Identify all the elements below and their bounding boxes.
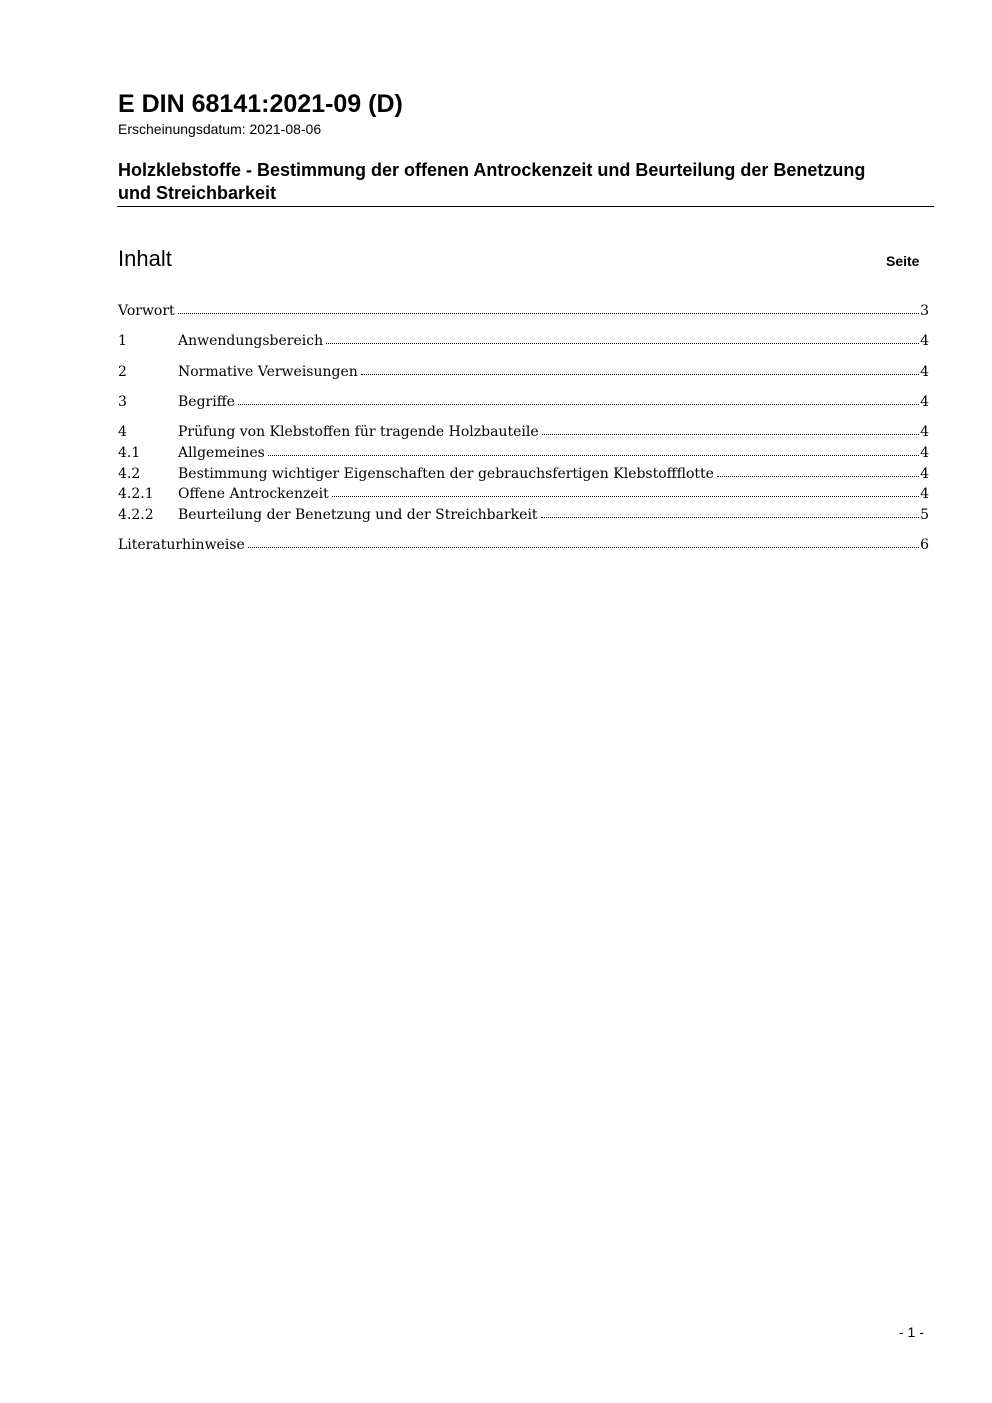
toc-entry-4-2-1[interactable] [118, 485, 929, 505]
toc-entry-page: 4 [920, 364, 929, 380]
toc-entry-page: 4 [920, 394, 929, 410]
toc-entry-page: 4 [920, 486, 929, 502]
publication-date: Erscheinungsdatum: 2021-08-06 [118, 121, 322, 137]
toc-entry-number: 1 [118, 333, 127, 349]
toc-entry-title: Literaturhinweise [118, 537, 245, 553]
toc-entry-page: 4 [920, 424, 929, 440]
toc-entry-number: 4.2.2 [118, 507, 154, 523]
toc-entry-title: Vorwort [118, 303, 175, 319]
toc-entry-page: 5 [920, 507, 929, 523]
toc-entry-page: 4 [920, 333, 929, 349]
document-id: E DIN 68141:2021-09 (D) [118, 90, 403, 118]
toc-entry-title: Prüfung von Klebstoffen für tragende Holzbauteile [178, 424, 539, 440]
toc-leader-dots [332, 484, 919, 497]
toc-entry-vorwort[interactable] [118, 302, 929, 322]
toc-entry-title: Anwendungsbereich [178, 333, 324, 349]
toc-leader-dots [268, 443, 919, 456]
toc-entry-title: Normative Verweisungen [178, 364, 358, 380]
toc-entry-number: 4.2 [118, 466, 141, 482]
toc-entry-title: Beurteilung der Benetzung und der Streichbarkeit [178, 507, 538, 523]
toc-leader-dots [178, 301, 919, 314]
toc-entry-literaturhinweise[interactable] [118, 536, 929, 556]
document-title: Holzklebstoffe - Bestimmung der offenen Antrockenzeit und Beurteilung der Benetzung und Streichbarkeit [118, 160, 866, 203]
toc-entry-number: 2 [118, 364, 127, 380]
toc-entry-4-1[interactable] [118, 444, 929, 464]
toc-leader-dots [238, 392, 919, 405]
toc-entry-page: 6 [920, 537, 929, 553]
toc-page-label: Seite [886, 253, 920, 269]
toc-leader-dots [361, 362, 919, 375]
toc-entry-page: 4 [920, 466, 929, 482]
toc-entry-title: Offene Antrockenzeit [178, 486, 329, 502]
toc-entry-page: 4 [920, 445, 929, 461]
toc-leader-dots [542, 422, 919, 435]
toc-leader-dots [717, 464, 919, 477]
toc-entry-number: 4.2.1 [118, 486, 154, 502]
page-number: - 1 - [899, 1324, 924, 1340]
toc-entry-4[interactable] [118, 423, 929, 443]
toc-entry-4-2-2[interactable] [118, 506, 929, 526]
toc-entry-number: 4 [118, 424, 127, 440]
title-divider [117, 206, 934, 207]
toc-entry-1[interactable] [118, 332, 929, 352]
toc-entry-number: 4.1 [118, 445, 141, 461]
toc-leader-dots [326, 331, 919, 344]
toc-entry-page: 3 [920, 303, 929, 319]
toc-entry-title: Bestimmung wichtiger Eigenschaften der gebrauchsfertigen Klebstoffflotte [178, 466, 714, 482]
toc-entry-4-2[interactable] [118, 465, 929, 485]
toc-leader-dots [541, 505, 920, 518]
toc-entry-number: 3 [118, 394, 127, 410]
toc-leader-dots [248, 535, 919, 548]
toc-entry-title: Begriffe [178, 394, 235, 410]
toc-entry-title: Allgemeines [178, 445, 265, 461]
toc-entry-2[interactable] [118, 363, 929, 383]
toc-entry-3[interactable] [118, 393, 929, 413]
toc-heading: Inhalt [118, 246, 172, 271]
